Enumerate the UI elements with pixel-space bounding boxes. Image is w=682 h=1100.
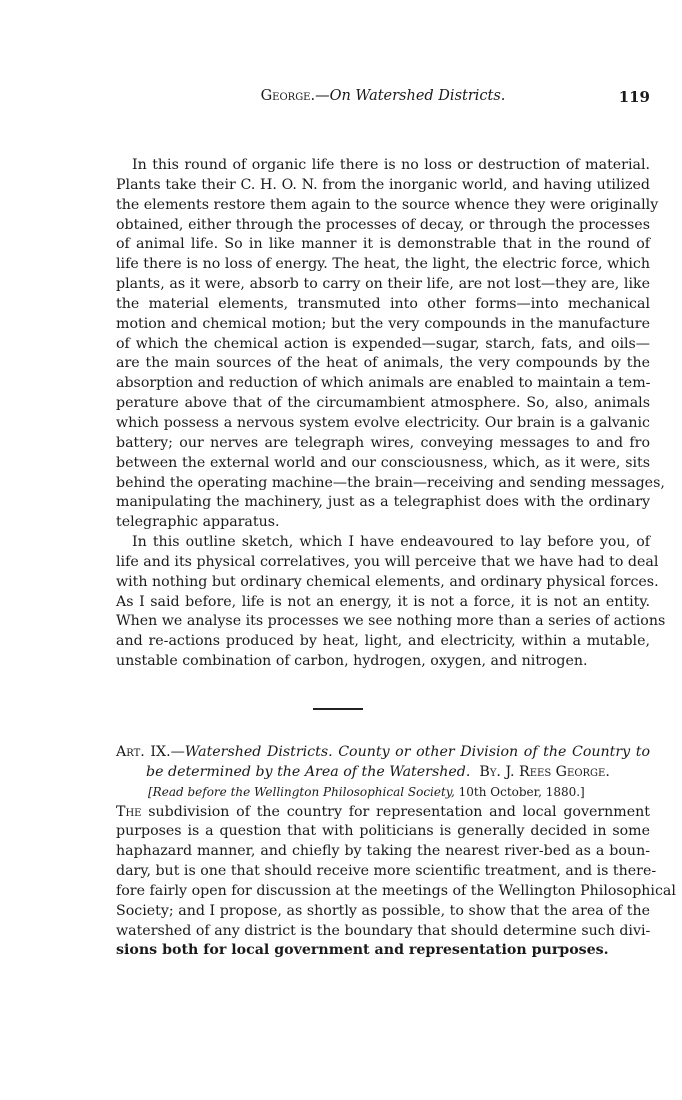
text-line: perature above that of the circumambient atmosphere. So, also, animals [116,395,650,412]
text-line: In this round of organic life there is no loss or destruction of material. [132,157,650,173]
text-line: absorption and reduction of which animals are enabled to maintain a tem- [116,375,651,392]
text-line: watershed of any district is the boundary that should determine such divi- [116,922,651,939]
text-line: haphazard manner, and chiefly by taking the nearest river-bed as a boun- [116,843,650,860]
page-number: 119 [618,88,650,106]
text-line: with nothing but ordinary chemical elements, and ordinary physical forces. [116,573,659,590]
text-line: and re-actions produced by heat, light, and electricity, within a mutable, [116,633,650,650]
running-article-title: —On Watershed Districts. [315,88,506,104]
text-line: Society; and I propose, as shortly as possible, to show that the area of the [116,902,650,919]
text-line: fore fairly open for discussion at the meetings of the Wellington Philosophical [116,882,676,899]
text-line-rest: subdivision of the country for representation and local government [141,803,650,820]
article-byline: By. J. Rees George. [479,763,610,780]
text-line: of animal life. So in like manner it is demonstrable that in the round of [116,236,650,253]
article-heading-line2 [116,763,650,783]
read-date: 10th October, 1880.] [458,784,585,799]
text-line [116,803,650,823]
text-line: telegraphic apparatus. [116,514,280,531]
text-line: sions both for local government and representation purposes. [116,942,609,959]
article-title-part1: —Watershed Districts. County or other Division of the Country to [170,744,650,760]
running-head [116,88,650,108]
text-line: battery; our nerves are telegraph wires, conveying messages to and fro [116,434,650,451]
article-heading-line1 [116,743,650,763]
text-line: In this outline sketch, which I have endeavoured to lay before you, of [132,534,650,551]
text-line: behind the operating machine—the brain—receiving and sending messages, [116,474,665,491]
text-line: Plants take their C. H. O. N. from the inorganic world, and having utilized [116,176,650,193]
read-before-note [116,783,650,803]
text-line: When we analyse its processes we see nothing more than a series of actions [116,613,666,630]
text-line: unstable combination of carbon, hydrogen, oxygen, and nitrogen. [116,653,588,670]
text-line: purposes is a question that with politicians is generally decided in some [116,823,650,840]
text-line: plants, as it were, absorb to carry on their life, are not lost—they are, like [116,276,650,293]
text-line: life and its physical correlatives, you will perceive that we have had to deal [116,553,659,570]
article-ix [116,743,676,961]
text-line: life there is no loss of energy. The heat, the light, the electric force, which [116,256,650,273]
text-line: of which the chemical action is expended—sugar, starch, fats, and oils— [116,335,650,352]
text-line: the elements restore them again to the source whence they were originally [116,196,659,213]
text-line: manipulating the machinery, just as a telegraphist does with the ordinary [116,494,650,511]
drop-cap-word: The [116,803,142,820]
running-title [116,88,650,104]
article-label: Art. IX. [116,744,171,760]
text-line: obtained, either through the processes of decay, or through the processes [116,216,650,233]
article-body [116,803,676,962]
read-before-society: [Read before the Wellington Philosophical Society, [148,784,455,799]
running-author: George. [260,88,316,104]
text-line: are the main sources of the heat of animals, the very compounds by the [116,355,650,372]
text-line: the material elements, transmuted into other forms—into mechanical [116,295,650,312]
section-divider [313,708,363,710]
text-line: dary, but is one that should receive more scientific treatment, and is there- [116,863,657,880]
text-line: As I said before, life is not an energy, it is not a force, it is not an entity. [116,593,650,610]
article-title-part2: be determined by the Area of the Watershed. [146,763,471,780]
text-line: which possess a nervous system evolve electricity. Our brain is a galvanic [116,414,650,431]
text-line: between the external world and our consciousness, which, as it were, sits [116,454,650,471]
previous-article-text [116,156,666,672]
text-line: motion and chemical motion; but the very compounds in the manufacture [116,315,650,332]
